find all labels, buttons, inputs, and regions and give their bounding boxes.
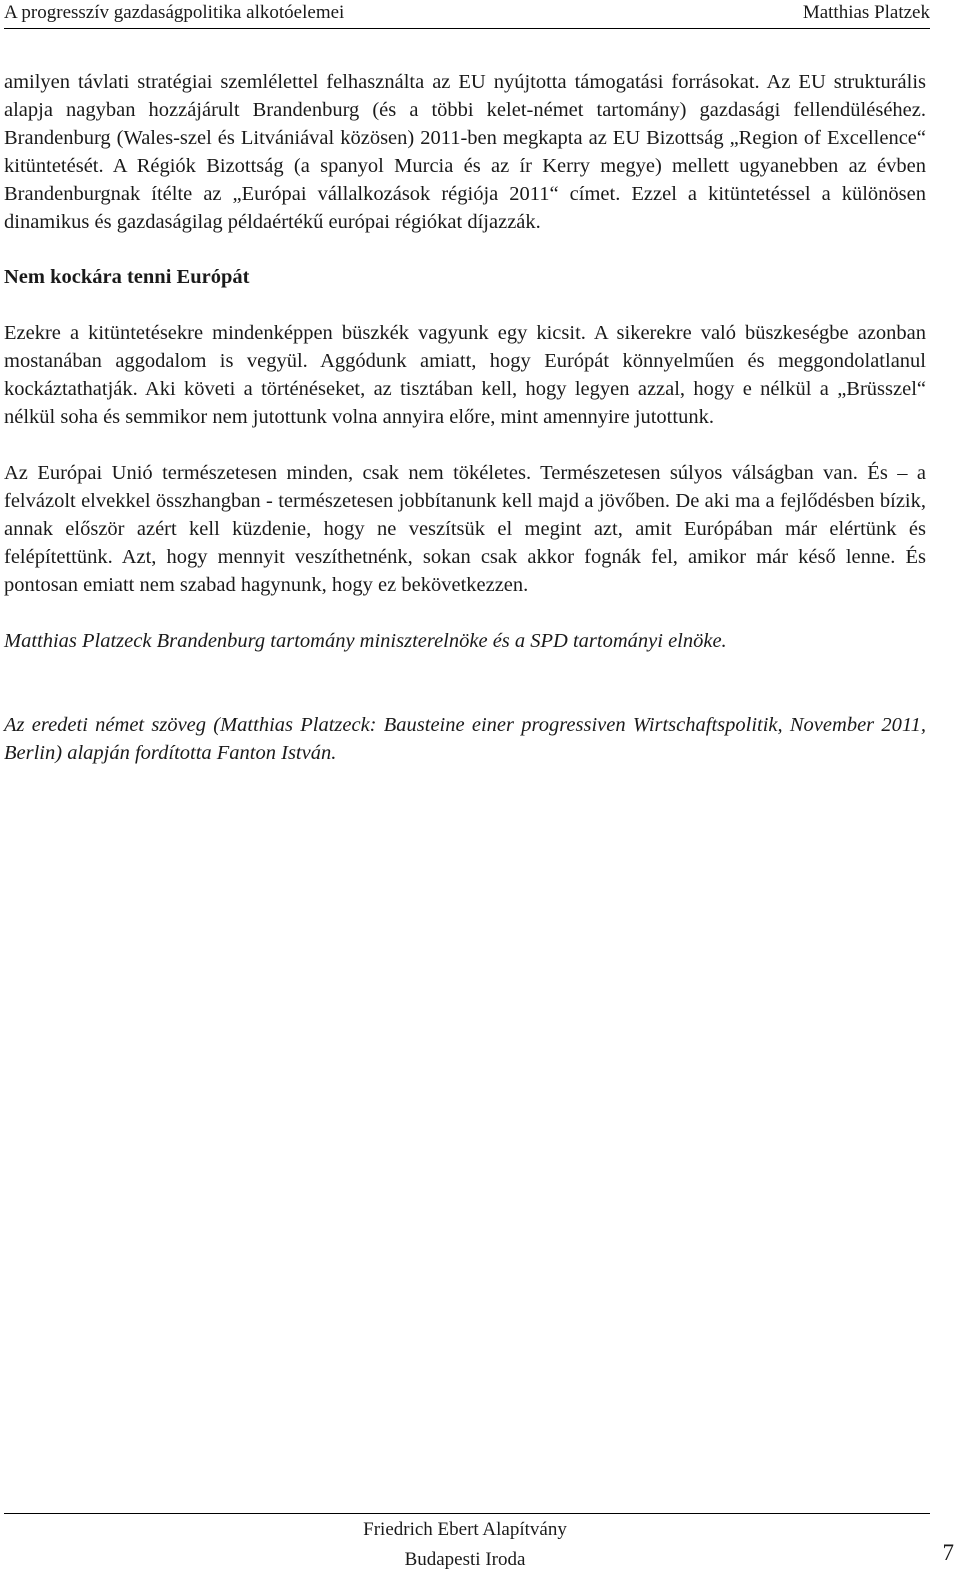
document-body [4, 68, 926, 767]
paragraph-1: amilyen távlati stratégiai szemlélettel felhasználta az EU nyújtotta támogatási forrásokat. Az EU strukturális alapja nagyban hozzájárult Brandenburg (és a többi kelet-német tartomány) gazdasági fellendüléséhez. Brandenburg (Wales-szel és Litvániával közösen) 2011-ben megkapta az EU Bizottság „Region of Excellence“ kitüntetését. A Régiók Bizottság (a spanyol Murcia és az ír Kerry megye) mellett ugyanebben az évben Brandenburgnak ítélte az „Európai vállalkozások régiója 2011“ címet. Ezzel a kitüntetéssel a különösen dinamikus és gazdaságilag példaértékű európai régiókat díjazzák. [4, 71, 926, 233]
section-heading: Nem kockára tenni Európát [4, 266, 250, 288]
page-header [4, 0, 930, 29]
paragraph-3: Az Európai Unió természetesen minden, csak nem tökéletes. Természetesen súlyos válságban van. És – a felvázolt elvekkel összhangban - természetesen jobbítanunk kell majd a jövőben. De aki ma a fejlődésben bízik, annak először azért kell küzdenie, hogy ne veszítsük el megint azt, amit Európában már elértünk és felépítettünk. Azt, hogy mennyit veszíthetnénk, sokan csak akkor fognák fel, amikor már késő lenne. És pontosan emiatt nem szabad hagynunk, hogy ez bekövetkezzen. [4, 462, 926, 596]
translation-note: Az eredeti német szöveg (Matthias Platzeck: Bausteine einer progressiven Wirtschaftspolitik, November 2011, Berlin) alapján fordította Fanton István. [4, 714, 926, 764]
page-footer [0, 1516, 930, 1574]
paragraph-2: Ezekre a kitüntetésekre mindenképpen büszkék vagyunk egy kicsit. A sikerekre való büszkeségbe azonban mostanában aggodalom is vegyül. Aggódunk amiatt, hogy Európát könnyelműen és meggondolatlanul kockáztathatják. Aki követi a történéseket, az tisztában kell, hogy legyen azzal, hogy e nélkül a „Brüsszel“ nélkül soha és semmikor nem jutottunk volna annyira előre, mint amennyire jutottunk. [4, 322, 926, 428]
footer-divider [4, 1513, 930, 1514]
page-number: 7 [942, 1540, 954, 1565]
header-title: A progresszív gazdaságpolitika alkotóelemei [4, 2, 345, 23]
footer-office: Budapesti Iroda [404, 1549, 526, 1570]
header-author: Matthias Platzek [802, 2, 930, 23]
footer-organization: Friedrich Ebert Alapítvány [363, 1519, 567, 1540]
author-note: Matthias Platzeck Brandenburg tartomány miniszterelnöke és a SPD tartományi elnöke. [4, 630, 727, 652]
